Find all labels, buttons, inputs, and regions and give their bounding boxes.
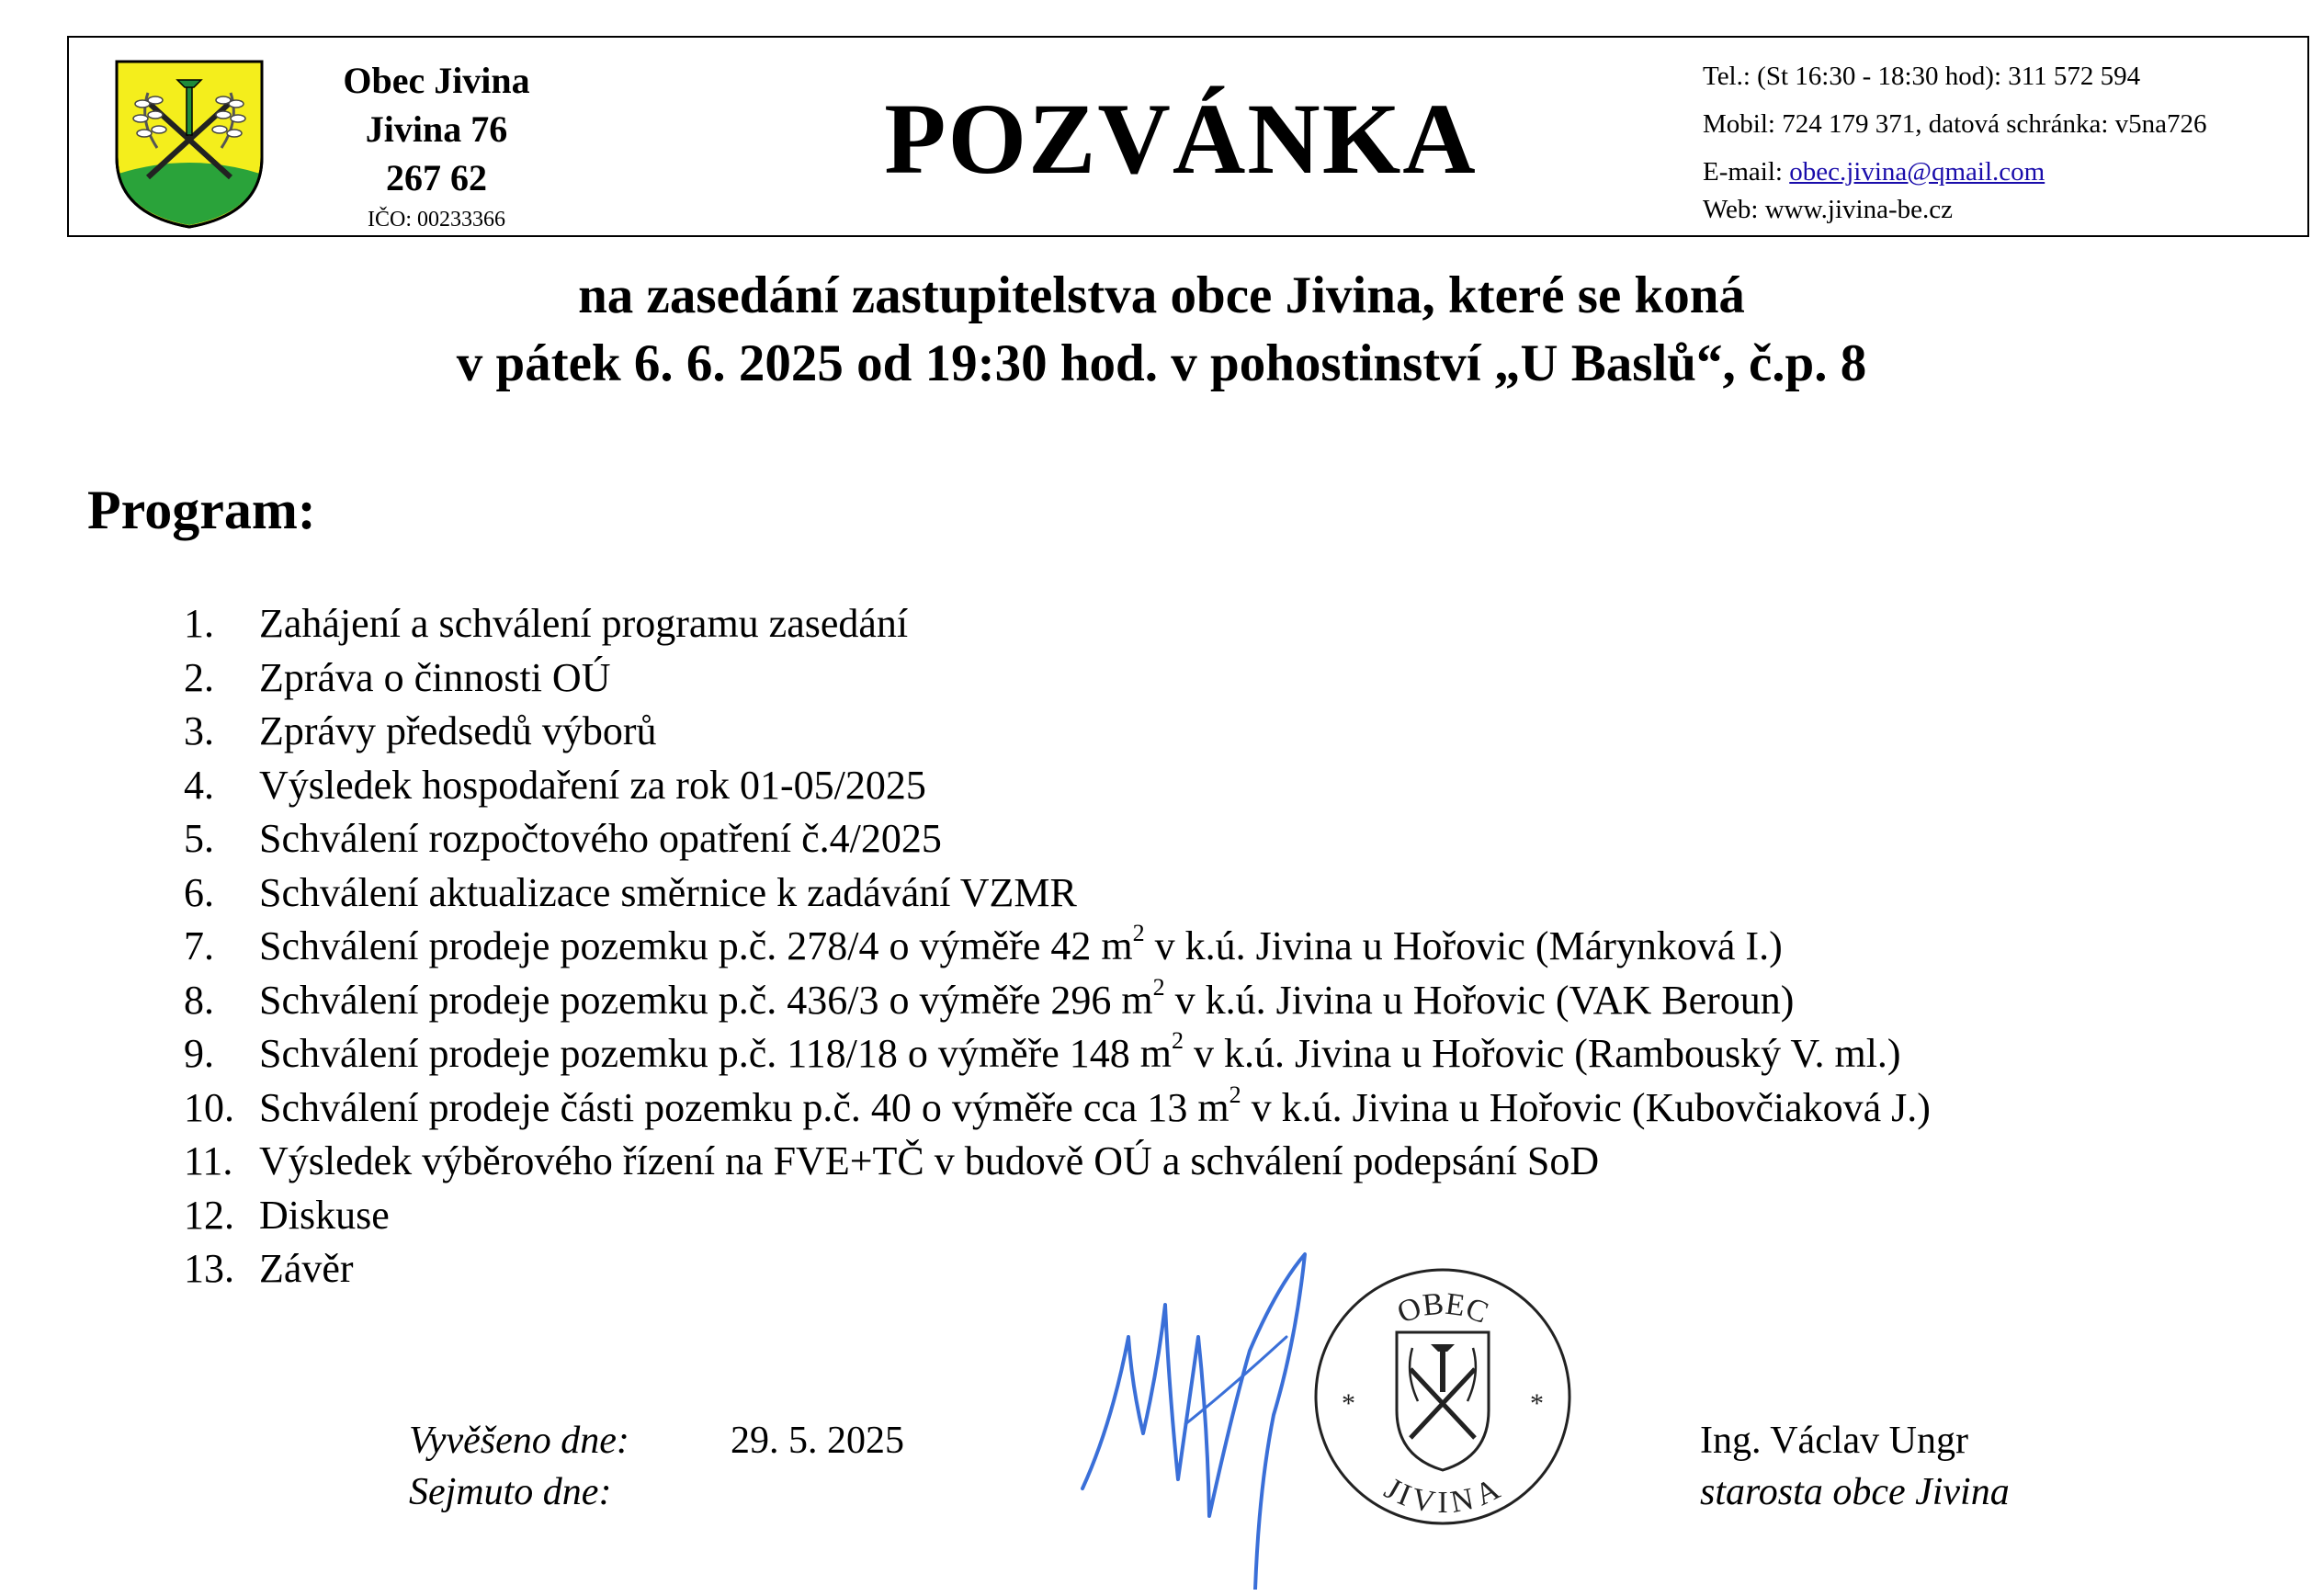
contact-mobile: Mobil: 724 179 371, datová schránka: v5na726 (1703, 109, 2207, 139)
agenda-item-number: 11. (184, 1138, 233, 1183)
agenda-item-text-main: Schválení prodeje části pozemku p.č. 40 o výměře cca 13 m (259, 1084, 1229, 1130)
agenda-item-text-rest: v k.ú. Jivina u Hořovic (Kubovčiaková J.) (1241, 1084, 1931, 1130)
stamp-bottom-text: JIVINA (1378, 1471, 1505, 1520)
agenda-item (184, 597, 2297, 651)
svg-text:JIVINA (1378, 1472, 1505, 1520)
agenda-item-text-main: Schválení prodeje pozemku p.č. 278/4 o výměře 42 m (259, 923, 1133, 968)
program-heading: Program: (87, 480, 316, 540)
agenda-item-text-rest: v k.ú. Jivina u Hořovic (VAK Beroun) (1164, 977, 1795, 1023)
municipality-street: Jivina 76 (365, 108, 508, 150)
meeting-line-1: na zasedání zastupitelstva obce Jivina, které se koná (578, 266, 1745, 324)
agenda-item-text-rest: v k.ú. Jivina u Hořovic (Márynková I.) (1144, 923, 1783, 968)
agenda-item-text: Výsledek hospodaření za rok 01-05/2025 (259, 762, 926, 808)
agenda-item-text-main: Schválení prodeje pozemku p.č. 436/3 o výměře 296 m (259, 977, 1153, 1023)
contact-email-row (1703, 148, 2309, 196)
area-unit-exponent: 2 (1229, 1081, 1241, 1108)
agenda-item (184, 920, 2297, 974)
municipality-name: Obec Jivina (343, 60, 530, 101)
agenda-item-number: 4. (184, 762, 214, 808)
agenda-item-number: 5. (184, 816, 214, 861)
agenda-item-number: 7. (184, 923, 214, 968)
agenda-item-number: 12. (184, 1192, 234, 1238)
contact-phone: Tel.: (St 16:30 - 18:30 hod): 311 572 594 (1703, 62, 2141, 91)
agenda-item-text (259, 1027, 1901, 1076)
agenda-item-text: Zpráva o činnosti OÚ (259, 654, 611, 700)
posted-date: 29. 5. 2025 (731, 1420, 904, 1462)
contact-email-label: E-mail: (1703, 157, 1790, 187)
agenda-item-number: 2. (184, 654, 214, 700)
agenda-item-number: 9. (184, 1031, 214, 1076)
area-unit-exponent: 2 (1152, 973, 1165, 1001)
agenda-item-text: Závěr (259, 1246, 354, 1291)
agenda-item (184, 1135, 2297, 1189)
contact-email-link[interactable]: obec.jivina@qmail.com (1789, 157, 2045, 187)
agenda-item (184, 812, 2297, 866)
municipality-ico: IČO: 00233366 (368, 208, 505, 232)
agenda-item-text (259, 1081, 1931, 1130)
document-title: POZVÁNKA (884, 83, 1478, 195)
area-unit-exponent: 2 (1132, 920, 1145, 946)
agenda-item-number: 13. (184, 1246, 234, 1291)
meeting-announcement (0, 262, 2323, 398)
stamp-top-text: OBEC (1392, 1286, 1493, 1330)
mayor-block (1700, 1415, 2010, 1518)
contact-web: Web: www.jivina-be.cz (1703, 195, 1953, 224)
agenda-item-text: Výsledek výběrového řízení na FVE+TČ v budově OÚ a schválení podepsání SoD (259, 1138, 1600, 1183)
agenda-item-text (259, 920, 1783, 968)
agenda-item-text-rest: v k.ú. Jivina u Hořovic (Rambouský V. ml.) (1184, 1031, 1901, 1076)
agenda-item-text: Schválení aktualizace směrnice k zadávání VZMR (259, 869, 1077, 915)
agenda-item-number: 6. (184, 869, 214, 915)
letterhead (67, 36, 2309, 237)
agenda-item-text-main: Schválení prodeje pozemku p.č. 118/18 o výměře 148 m (259, 1031, 1173, 1076)
agenda-item (184, 866, 2297, 921)
agenda-item (184, 1081, 2297, 1136)
official-stamp-icon (1309, 1263, 1576, 1530)
contact-info (1703, 52, 2309, 227)
svg-text:*: * (1342, 1388, 1355, 1419)
municipality-address (317, 56, 556, 233)
removed-label: Sejmuto dne: (409, 1471, 612, 1513)
agenda-item-number: 10. (184, 1084, 234, 1130)
agenda-item (184, 651, 2297, 706)
meeting-line-2: v pátek 6. 6. 2025 od 19:30 hod. v pohostinství „U Baslů“, č.p. 8 (456, 334, 1867, 392)
removed-row (409, 1466, 904, 1518)
agenda-item (184, 1027, 2297, 1081)
mayor-name: Ing. Václav Ungr (1700, 1420, 1968, 1462)
agenda-item (184, 759, 2297, 813)
svg-text:*: * (1530, 1388, 1544, 1419)
coat-of-arms-icon (111, 56, 267, 231)
agenda-item-text (259, 973, 1795, 1023)
agenda-item-text: Schválení rozpočtového opatření č.4/2025 (259, 816, 942, 861)
posted-label: Vyvěšeno dne: (409, 1420, 629, 1462)
agenda-list (184, 597, 2297, 1296)
agenda-item-text: Diskuse (259, 1192, 390, 1238)
agenda-item (184, 705, 2297, 759)
mayor-role: starosta obce Jivina (1700, 1471, 2010, 1513)
agenda-item (184, 1189, 2297, 1243)
agenda-item-number: 1. (184, 601, 214, 646)
agenda-item (184, 974, 2297, 1028)
agenda-item-number: 8. (184, 977, 214, 1023)
agenda-item-number: 3. (184, 708, 214, 753)
agenda-item-text: Zprávy předsedů výborů (259, 708, 657, 753)
agenda-item-text: Zahájení a schválení programu zasedání (259, 601, 909, 646)
svg-text:OBEC (1393, 1286, 1493, 1330)
posted-row (409, 1415, 904, 1466)
posting-dates (409, 1415, 904, 1518)
area-unit-exponent: 2 (1172, 1027, 1184, 1054)
municipality-postcode: 267 62 (386, 157, 487, 198)
